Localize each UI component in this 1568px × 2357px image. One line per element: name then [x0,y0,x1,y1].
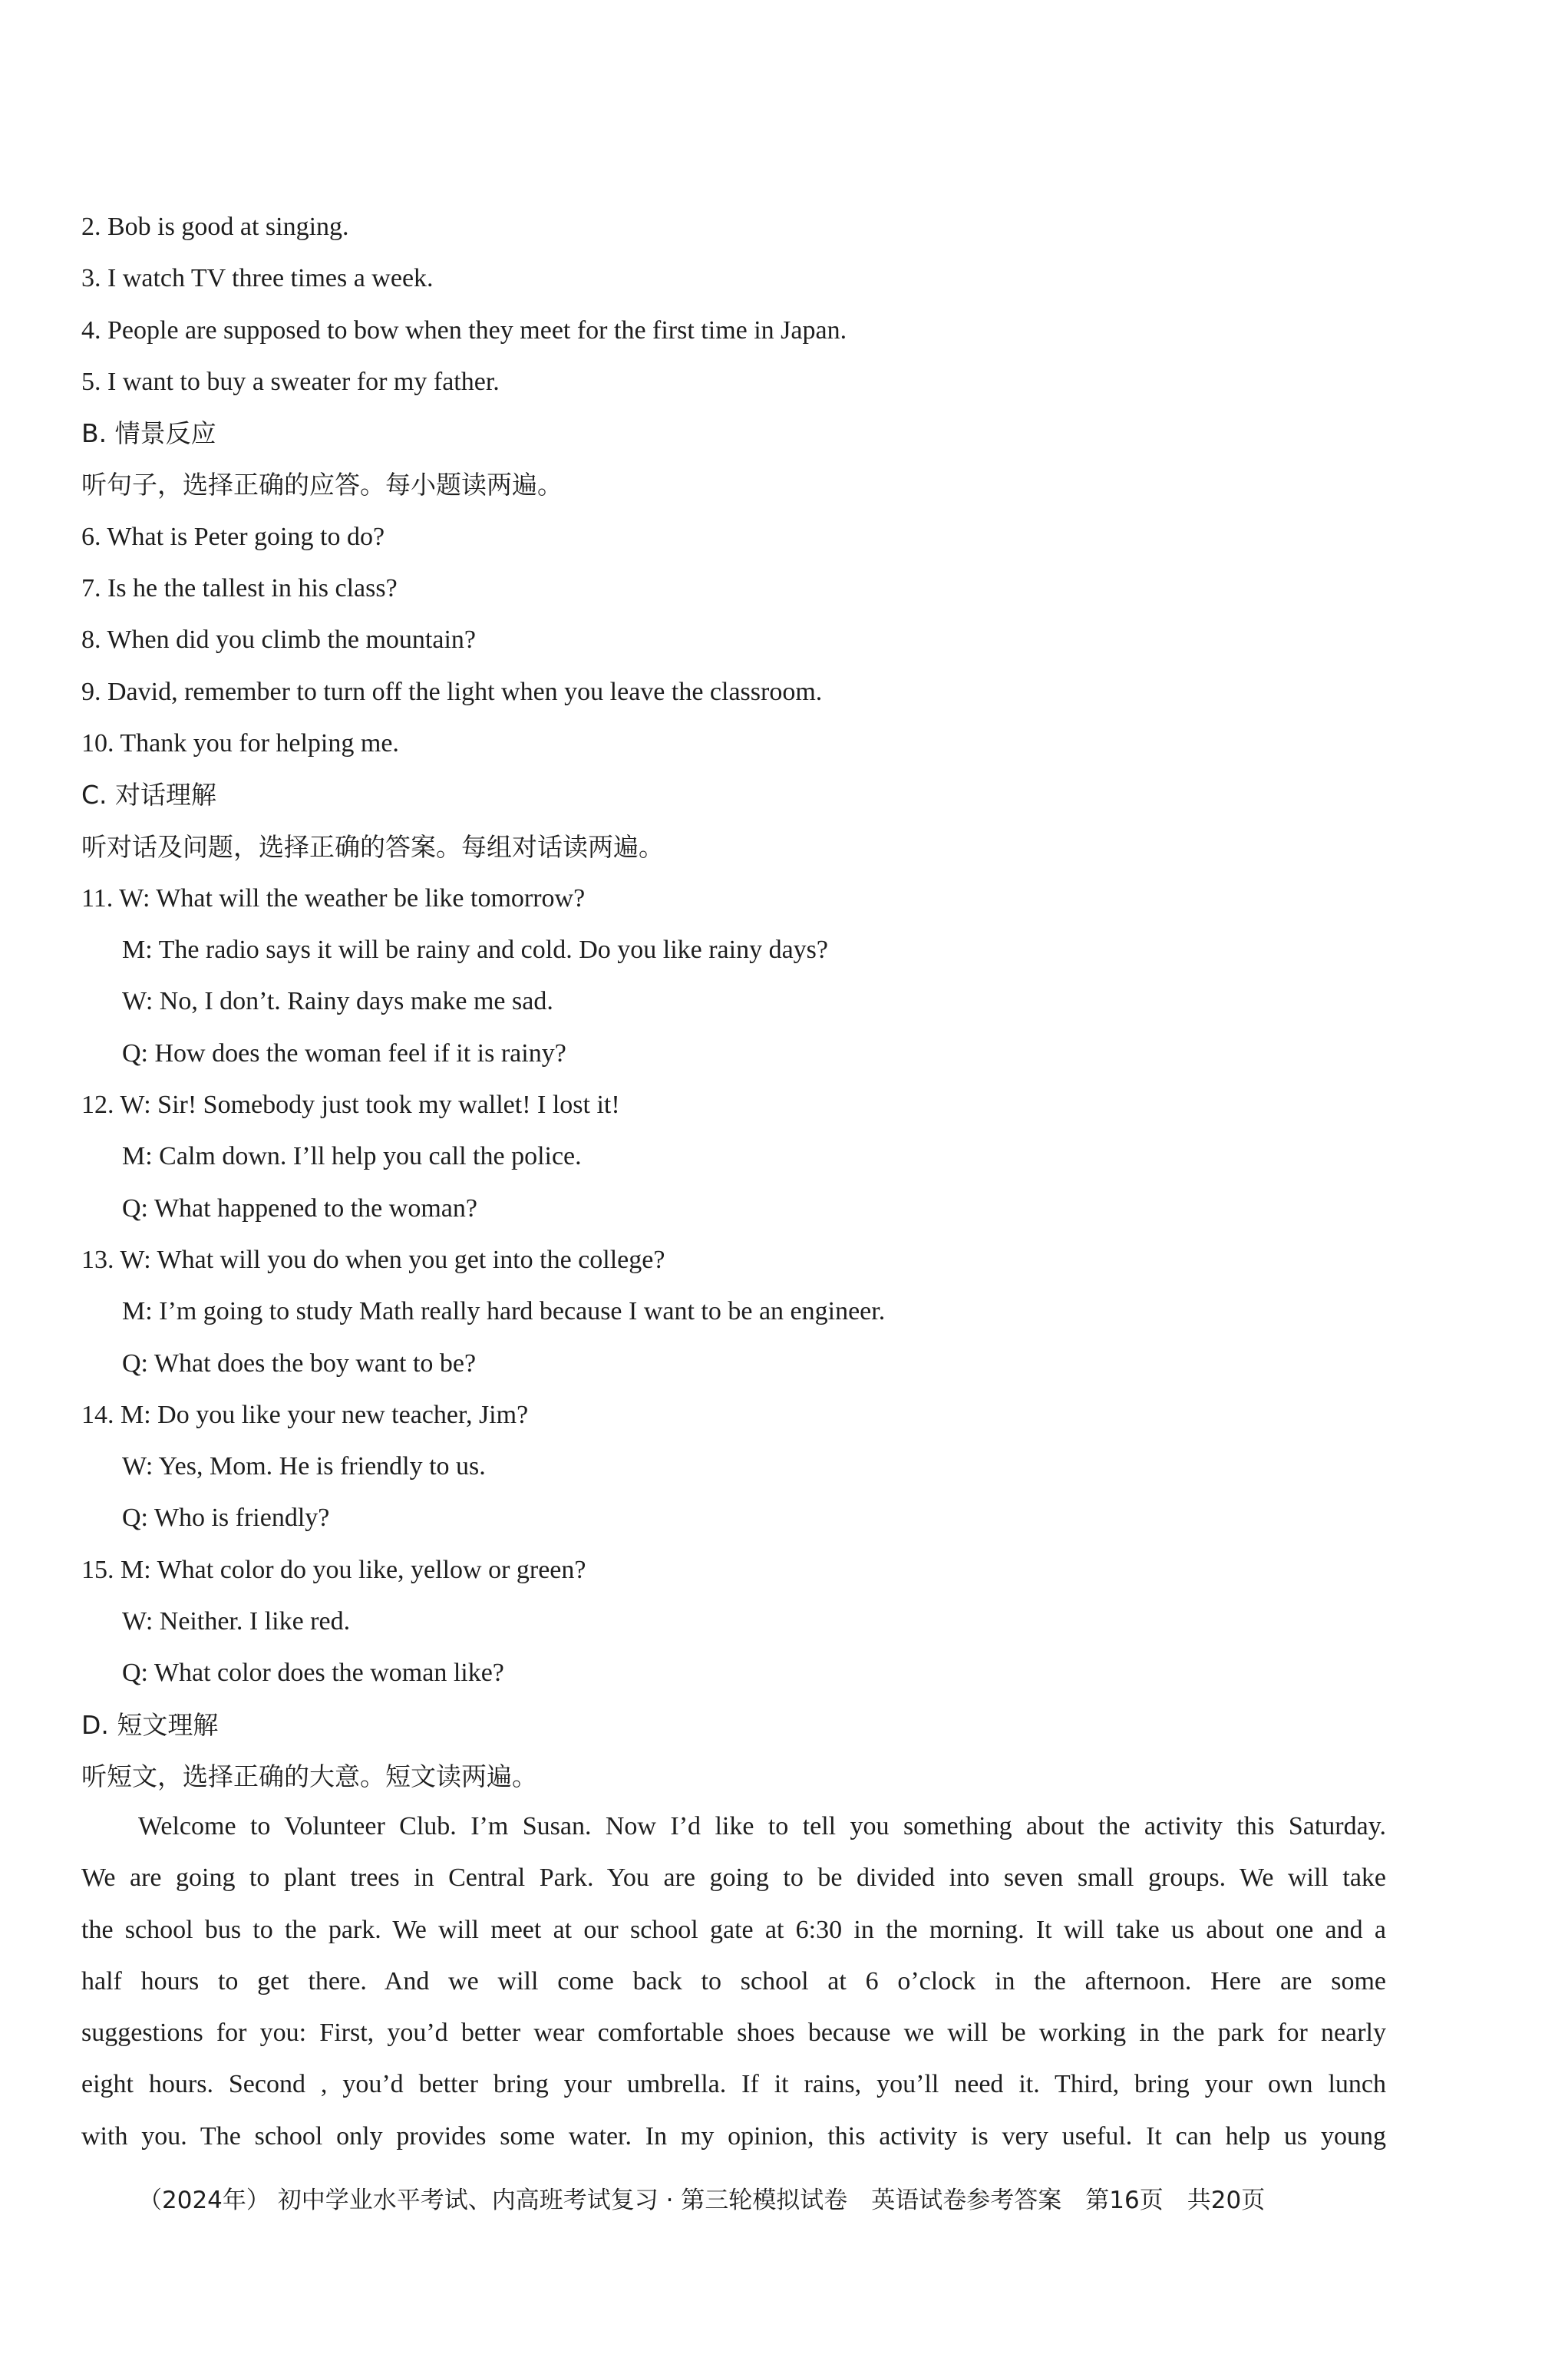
passage-line: with you. The school only provides some water. In my opinion, this activity is very useful. It can help us young [81,2121,1386,2151]
page-footer: （2024年） 初中学业水平考试、内高班考试复习 · 第三轮模拟试卷 英语试卷参考答案 第16页 共20页 [138,2187,1266,2214]
item-14-m: 14. M: Do you like your new teacher, Jim? [81,1400,529,1429]
item-11-q: Q: How does the woman feel if it is rainy? [122,1038,566,1068]
passage-line: the school bus to the park. We will meet at our school gate at 6:30 in the morning. It will take us about one and a [81,1915,1386,1944]
item-15-w: W: Neither. I like red. [122,1607,351,1636]
listening-script [81,201,1386,1802]
item-10: 10. Thank you for helping me. [81,728,399,758]
passage-line: We are going to plant trees in Central Park. You are going to be divided into seven small groups. We will take [81,1863,1386,1893]
item-12-w: 12. W: Sir! Somebody just took my wallet! I lost it! [81,1091,620,1120]
item-6: 6. What is Peter going to do? [81,522,385,551]
item-12-m: M: Calm down. I’ll help you call the police. [122,1142,582,1171]
item-15-m: 15. M: What color do you like, yellow or green? [81,1555,586,1584]
item-2: 2. Bob is good at singing. [81,213,349,241]
passage-line: half hours to get there. And we will come back to school at 6 o’clock in the afternoon. Here are some [81,1966,1386,1996]
item-4: 4. People are supposed to bow when they meet for the first time in Japan. [81,315,847,345]
item-13-q: Q: What does the boy want to be? [122,1349,477,1378]
item-14-q: Q: Who is friendly? [122,1504,330,1533]
section-c-heading: C. 对话理解 [81,780,217,810]
passage-line: Welcome to Volunteer Club. I’m Susan. Now I’d like to tell you something about the activity this Saturday. [138,1812,1386,1840]
item-11-m: M: The radio says it will be rainy and cold. Do you like rainy days? [122,936,829,965]
item-9: 9. David, remember to turn off the light when you leave the classroom. [81,677,823,706]
item-13-m: M: I’m going to study Math really hard because I want to be an engineer. [122,1297,886,1326]
item-8: 8. When did you climb the mountain? [81,626,477,655]
passage-paragraph [81,1801,1386,2162]
passage-line: suggestions for you: First, you’d better wear comfortable shoes because we will be working in the park for nearly [81,2019,1386,2048]
item-12-q: Q: What happened to the woman? [122,1193,477,1223]
item-15-q: Q: What color does the woman like? [122,1659,504,1688]
section-d-instruction: 听短文，选择正确的大意。短文读两遍。 [81,1761,537,1791]
item-11-w: 11. W: What will the weather be like tomorrow? [81,883,586,913]
section-d-heading: D. 短文理解 [81,1709,219,1740]
item-7: 7. Is he the tallest in his class? [81,574,398,603]
item-11-w2: W: No, I don’t. Rainy days make me sad. [122,987,553,1016]
item-5: 5. I want to buy a sweater for my father. [81,367,500,396]
section-b-instruction: 听句子，选择正确的应答。每小题读两遍。 [81,470,563,500]
section-c-instruction: 听对话及问题，选择正确的答案。每组对话读两遍。 [81,831,664,862]
section-b-heading: B. 情景反应 [81,418,216,449]
item-3: 3. I watch TV three times a week. [81,264,434,293]
item-14-w: W: Yes, Mom. He is friendly to us. [122,1452,486,1481]
item-13-w: 13. W: What will you do when you get into the college? [81,1245,665,1274]
passage-line: eight hours. Second , you’d better bring your umbrella. If it rains, you’ll need it. Third, bring your own lunch [81,2070,1386,2099]
